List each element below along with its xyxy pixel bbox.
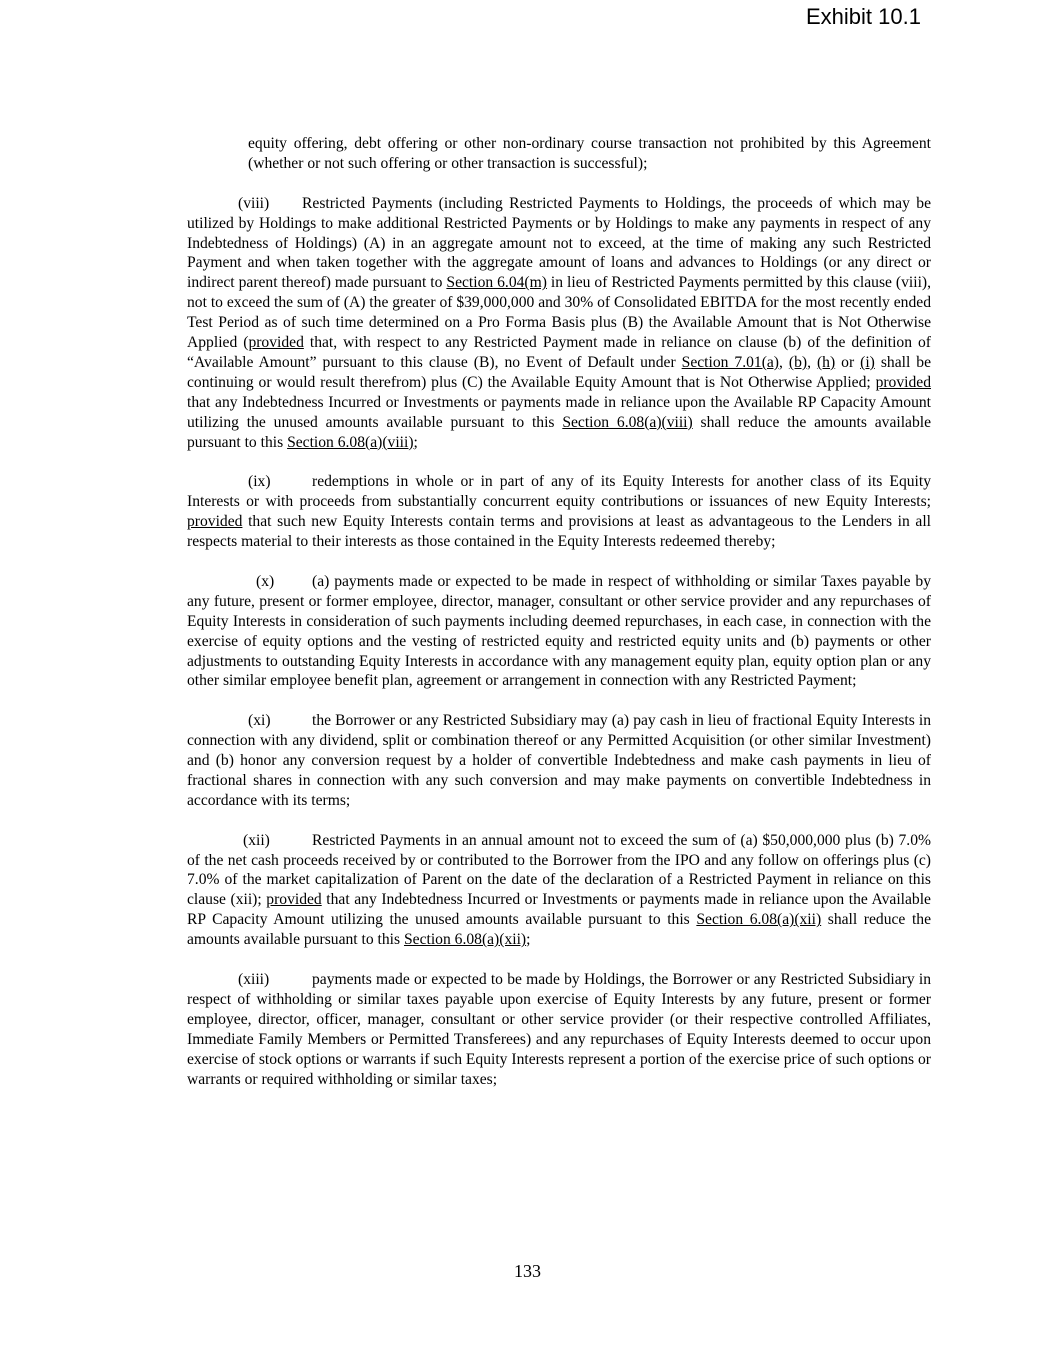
provided-term: provided (248, 334, 304, 352)
section-reference-link: Section 6.04(m) (446, 274, 547, 292)
provided-term: provided (187, 513, 243, 531)
clause-number: (x) (256, 572, 275, 590)
provided-term: provided (875, 373, 931, 391)
section-reference-link: Section 6.08(a)(viii) (562, 413, 693, 431)
clause-number: (ix) (248, 473, 271, 491)
section-reference-link: Section 6.08(a)(xii) (696, 911, 822, 929)
section-reference-link: Section 6.08(a)(viii) (287, 433, 414, 451)
provided-term: provided (266, 891, 322, 909)
document-body (187, 134, 931, 1109)
clause-number: (viii) (238, 194, 270, 212)
clause-ix: (ix) redemptions in whole or in part of any of its Equity Interests for another class of its Equity Interests or with proceeds from substantially concurrent equity contributions or issuances of new Equity Interests; provided that such new Equity Interests contain terms and provisions at least as advantageous to the Lenders in all respects material to their interests as those contained in the Equity Interests redeemed thereby; (187, 473, 931, 551)
clause-number: (xiii) (238, 970, 270, 988)
continuation-paragraph: equity offering, debt offering or other non-ordinary course transaction not prohibited by this Agreement (whether or not such offering or other transaction is successful); (248, 135, 931, 172)
clause-number: (xi) (248, 712, 271, 730)
section-reference-link: (i) (860, 353, 875, 371)
clause-x: (x) (a) payments made or expected to be made in respect of withholding or similar Taxes payable by any future, present or former employee, director, manager, consultant or other service provider and any repurchases of Equity Interests in consideration of such payments including deemed repurchases, in each case, in connection with the exercise of equity options and the vesting of restricted equity and restricted equity units and (b) payments or other adjustments to outstanding Equity Interests in accordance with any management equity plan, equity option plan or any other similar employee benefit plan, agreement or arrangement in connection with any Restricted Payment; (187, 572, 931, 690)
clause-xiii: (xiii) payments made or expected to be made by Holdings, the Borrower or any Restricted Subsidiary in respect of withholding or similar taxes payable upon exercise of Equity Interests by any future, present or former employee, director, officer, manager, consultant or other service provider (or their respective controlled Affiliates, Immediate Family Members or Permitted Transferees) and any repurchases of Equity Interests deemed to occur upon exercise of stock options or warrants if such Equity Interests represent a portion of the exercise price of such options or warrants or required withholding or similar taxes; (187, 970, 931, 1088)
section-reference-link: Section 6.08(a)(xii) (403, 931, 527, 949)
clause-number: (xii) (243, 831, 270, 849)
clause-viii: (viii) Restricted Payments (including Restricted Payments to Holdings, the proceeds of which may be utilized by Holdings to make additional Restricted Payments or by Holdings to make any payments in respect of any Indebtedness of Holdings) (A) in an aggregate amount not to exceed, at the time of making any such Restricted Payment and when taken together with the aggregate amount of loans and advances to Holdings (or any direct or indirect parent thereof) made pursuant to Section 6.04(m) in lieu of Restricted Payments permitted by this clause (viii), not to exceed the sum of (A) the greater of $39,000,000 and 30% of Consolidated EBITDA for the most recently ended Test Period as of such time determined on a Pro Forma Basis plus (B) the Available Amount that is Not Otherwise Applied (provided that, with respect to any Restricted Payment made in reliance on clause (b) of the definition of “Available Amount” pursuant to this clause (B), no Event of Default under Section 7.01(a), (b), (h) or (i) shall be continuing or would result therefrom) plus (C) the Available Equity Amount that is Not Otherwise Applied; provided that any Indebtedness Incurred or Investments or payments made in reliance upon the Available RP Capacity Amount utilizing the unused amounts available pursuant to this Section 6.08(a)(viii) shall reduce the amounts available pursuant to this Section 6.08(a)(viii); (187, 194, 932, 451)
clause-xii: (xii) Restricted Payments in an annual amount not to exceed the sum of (a) $50,000,000 plus (b) 7.0% of the net cash proceeds received by or contributed to the Borrower from the IPO and any follow on offerings plus (c) 7.0% of the market capitalization of Parent on the date of the declaration of a Restricted Payment in reliance on this clause (xii); provided that any Indebtedness Incurred or Investments or payments made in reliance upon the Available RP Capacity Amount utilizing the unused amounts available pursuant to this Section 6.08(a)(xii) shall reduce the amounts available pursuant to this Section 6.08(a)(xii); (187, 831, 931, 949)
clause-xi: (xi) the Borrower or any Restricted Subsidiary may (a) pay cash in lieu of fractional Equity Interests in connection with any dividend, split or combination thereof or any Permitted Acquisition (or other similar Investment) and (b) honor any conversion request by a holder of convertible Indebtedness and make cash payments in lieu of fractional shares in connection with any such conversion and may make payments on convertible Indebtedness in accordance with its terms; (187, 712, 931, 809)
page-number: 133 (514, 1261, 541, 1281)
section-reference-link: Section 7.01(a) (681, 353, 779, 371)
exhibit-label: Exhibit 10.1 (806, 4, 921, 29)
section-reference-link: (h) (816, 353, 836, 371)
section-reference-link: (b) (788, 353, 808, 371)
